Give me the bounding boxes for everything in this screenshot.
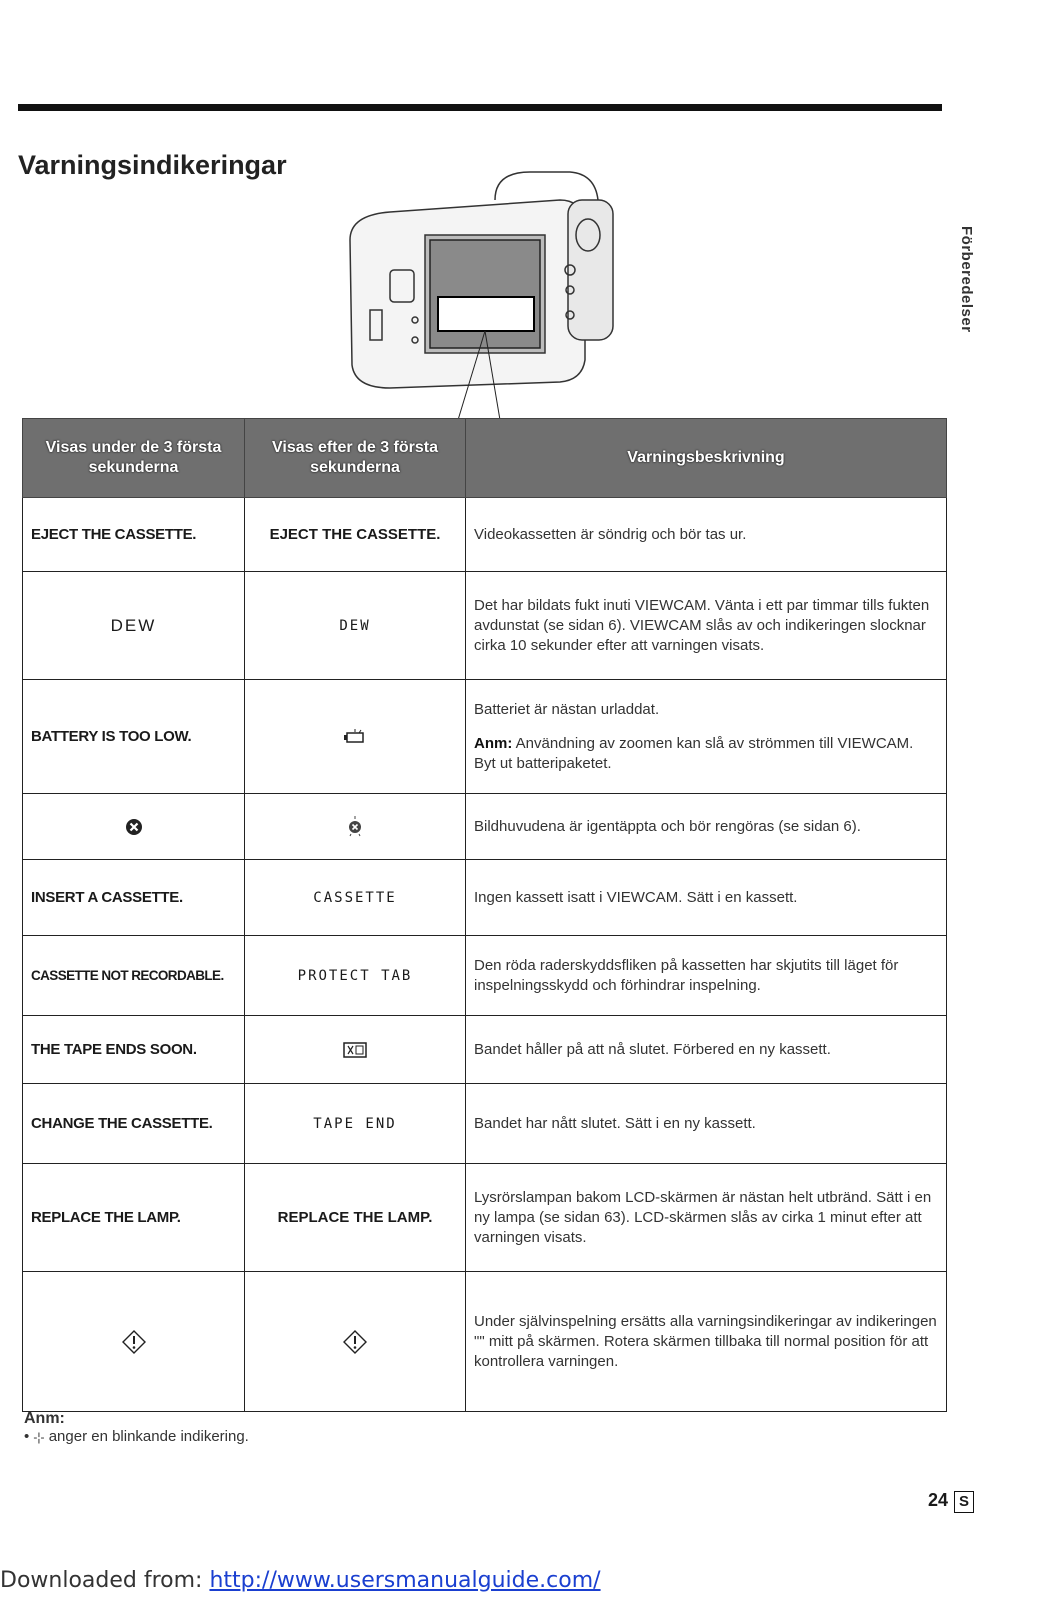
table-row [23,680,947,794]
page-number-value: 24 [928,1490,949,1510]
warning-description: Den röda raderskyddsfliken på kassetten har skjutits till läget för inspelningsskydd och förhindrar inspelning. [466,936,947,1016]
warning-after [245,794,466,860]
warning-after [245,1016,466,1084]
warning-description: Bandet håller på att nå slutet. Förbered en ny kassett. [466,1016,947,1084]
table-row [23,1164,947,1272]
head-clog-blinking-icon [346,816,364,838]
table-row [23,498,947,572]
warning-first: REPLACE THE LAMP. [23,1164,245,1272]
warning-description: Under självinspelning ersätts alla varningsindikeringar av indikeringen "" mitt på skärmen. Rotera skärmen tillbaka till normal position för att kontrollera varningen. [466,1272,947,1412]
warning-description: Ingen kassett isatt i VIEWCAM. Sätt i en kassett. [466,860,947,936]
self-recording-warning-icon [343,1330,367,1354]
blink-icon: -¦- [33,1430,45,1444]
table-row [23,1084,947,1164]
note-text: anger en blinkande indikering. [48,1428,249,1445]
table-row [23,860,947,936]
table-row [23,794,947,860]
warning-first: EJECT THE CASSETTE. [23,498,245,572]
warning-first: DEW [23,572,245,680]
tape-end-soon-icon [343,1042,367,1058]
warning-table [22,418,947,1412]
table-row [23,1272,947,1412]
top-rule [18,104,942,111]
warning-description: Bildhuvudena är igentäppta och bör rengöras (se sidan 6). [466,794,947,860]
warning-description: Videokassetten är söndrig och bör tas ur. [466,498,947,572]
table-row [23,936,947,1016]
warning-after: CASSETTE [313,890,397,906]
section-side-label: Förberedelser [958,226,975,333]
page-number [928,1490,974,1513]
note-text: Användning av zoomen kan slå av strömmen till VIEWCAM. Byt ut batteripaketet. [474,734,914,772]
download-footer [0,1568,601,1593]
footer-link[interactable]: http://www.usersmanualguide.com/ [209,1568,601,1593]
warning-first [23,794,245,860]
warning-first: INSERT A CASSETTE. [23,860,245,936]
warning-first: THE TAPE ENDS SOON. [23,1016,245,1084]
warning-after: EJECT THE CASSETTE. [245,498,466,572]
note-label: Anm: [474,734,513,752]
warning-description: Bandet har nått slutet. Sätt i en ny kassett. [466,1084,947,1164]
column-header-description: Varningsbeskrivning [466,419,947,498]
self-recording-warning-icon [122,1330,146,1354]
warning-description [466,680,947,794]
warning-after: TAPE END [313,1116,397,1132]
warning-after: DEW [339,618,371,634]
table-row [23,1016,947,1084]
page-language-badge: S [954,1491,974,1513]
warning-first: BATTERY IS TOO LOW. [23,680,245,794]
warning-after: REPLACE THE LAMP. [245,1164,466,1272]
column-header-first: Visas under de 3 första sekunderna [23,419,245,498]
warning-after [245,1272,466,1412]
battery-low-icon [340,729,370,745]
table-row [23,572,947,680]
warning-description: Det har bildats fukt inuti VIEWCAM. Vänta i ett par timmar tills fukten avdunstat (se sidan 6). VIEWCAM slås av och indikeringen slocknar cirka 10 sekunder efter att varningen visats. [466,572,947,680]
column-header-after: Visas efter de 3 första sekunderna [245,419,466,498]
warning-first [23,1272,245,1412]
head-clog-icon [125,818,143,836]
page-title: Varningsindikeringar [18,150,287,180]
footer-prefix: Downloaded from: [0,1568,210,1593]
warning-after [245,680,466,794]
description-text: Batteriet är nästan urladdat. [474,700,660,718]
warning-first: CHANGE THE CASSETTE. [23,1084,245,1164]
note-heading: Anm: [24,1410,65,1427]
warning-first: CASSETTE NOT RECORDABLE. [23,936,245,1016]
bottom-note: Anm: • -¦- anger en blinkande indikering. [24,1410,249,1445]
warning-description: Lysrörslampan bakom LCD-skärmen är nästan helt utbränd. Sätt i en ny lampa (se sidan 63). LCD-skärmen slås av cirka 1 minut efter att varningen visats. [466,1164,947,1272]
camera-illustration [330,160,630,420]
warning-after: PROTECT TAB [297,968,413,984]
